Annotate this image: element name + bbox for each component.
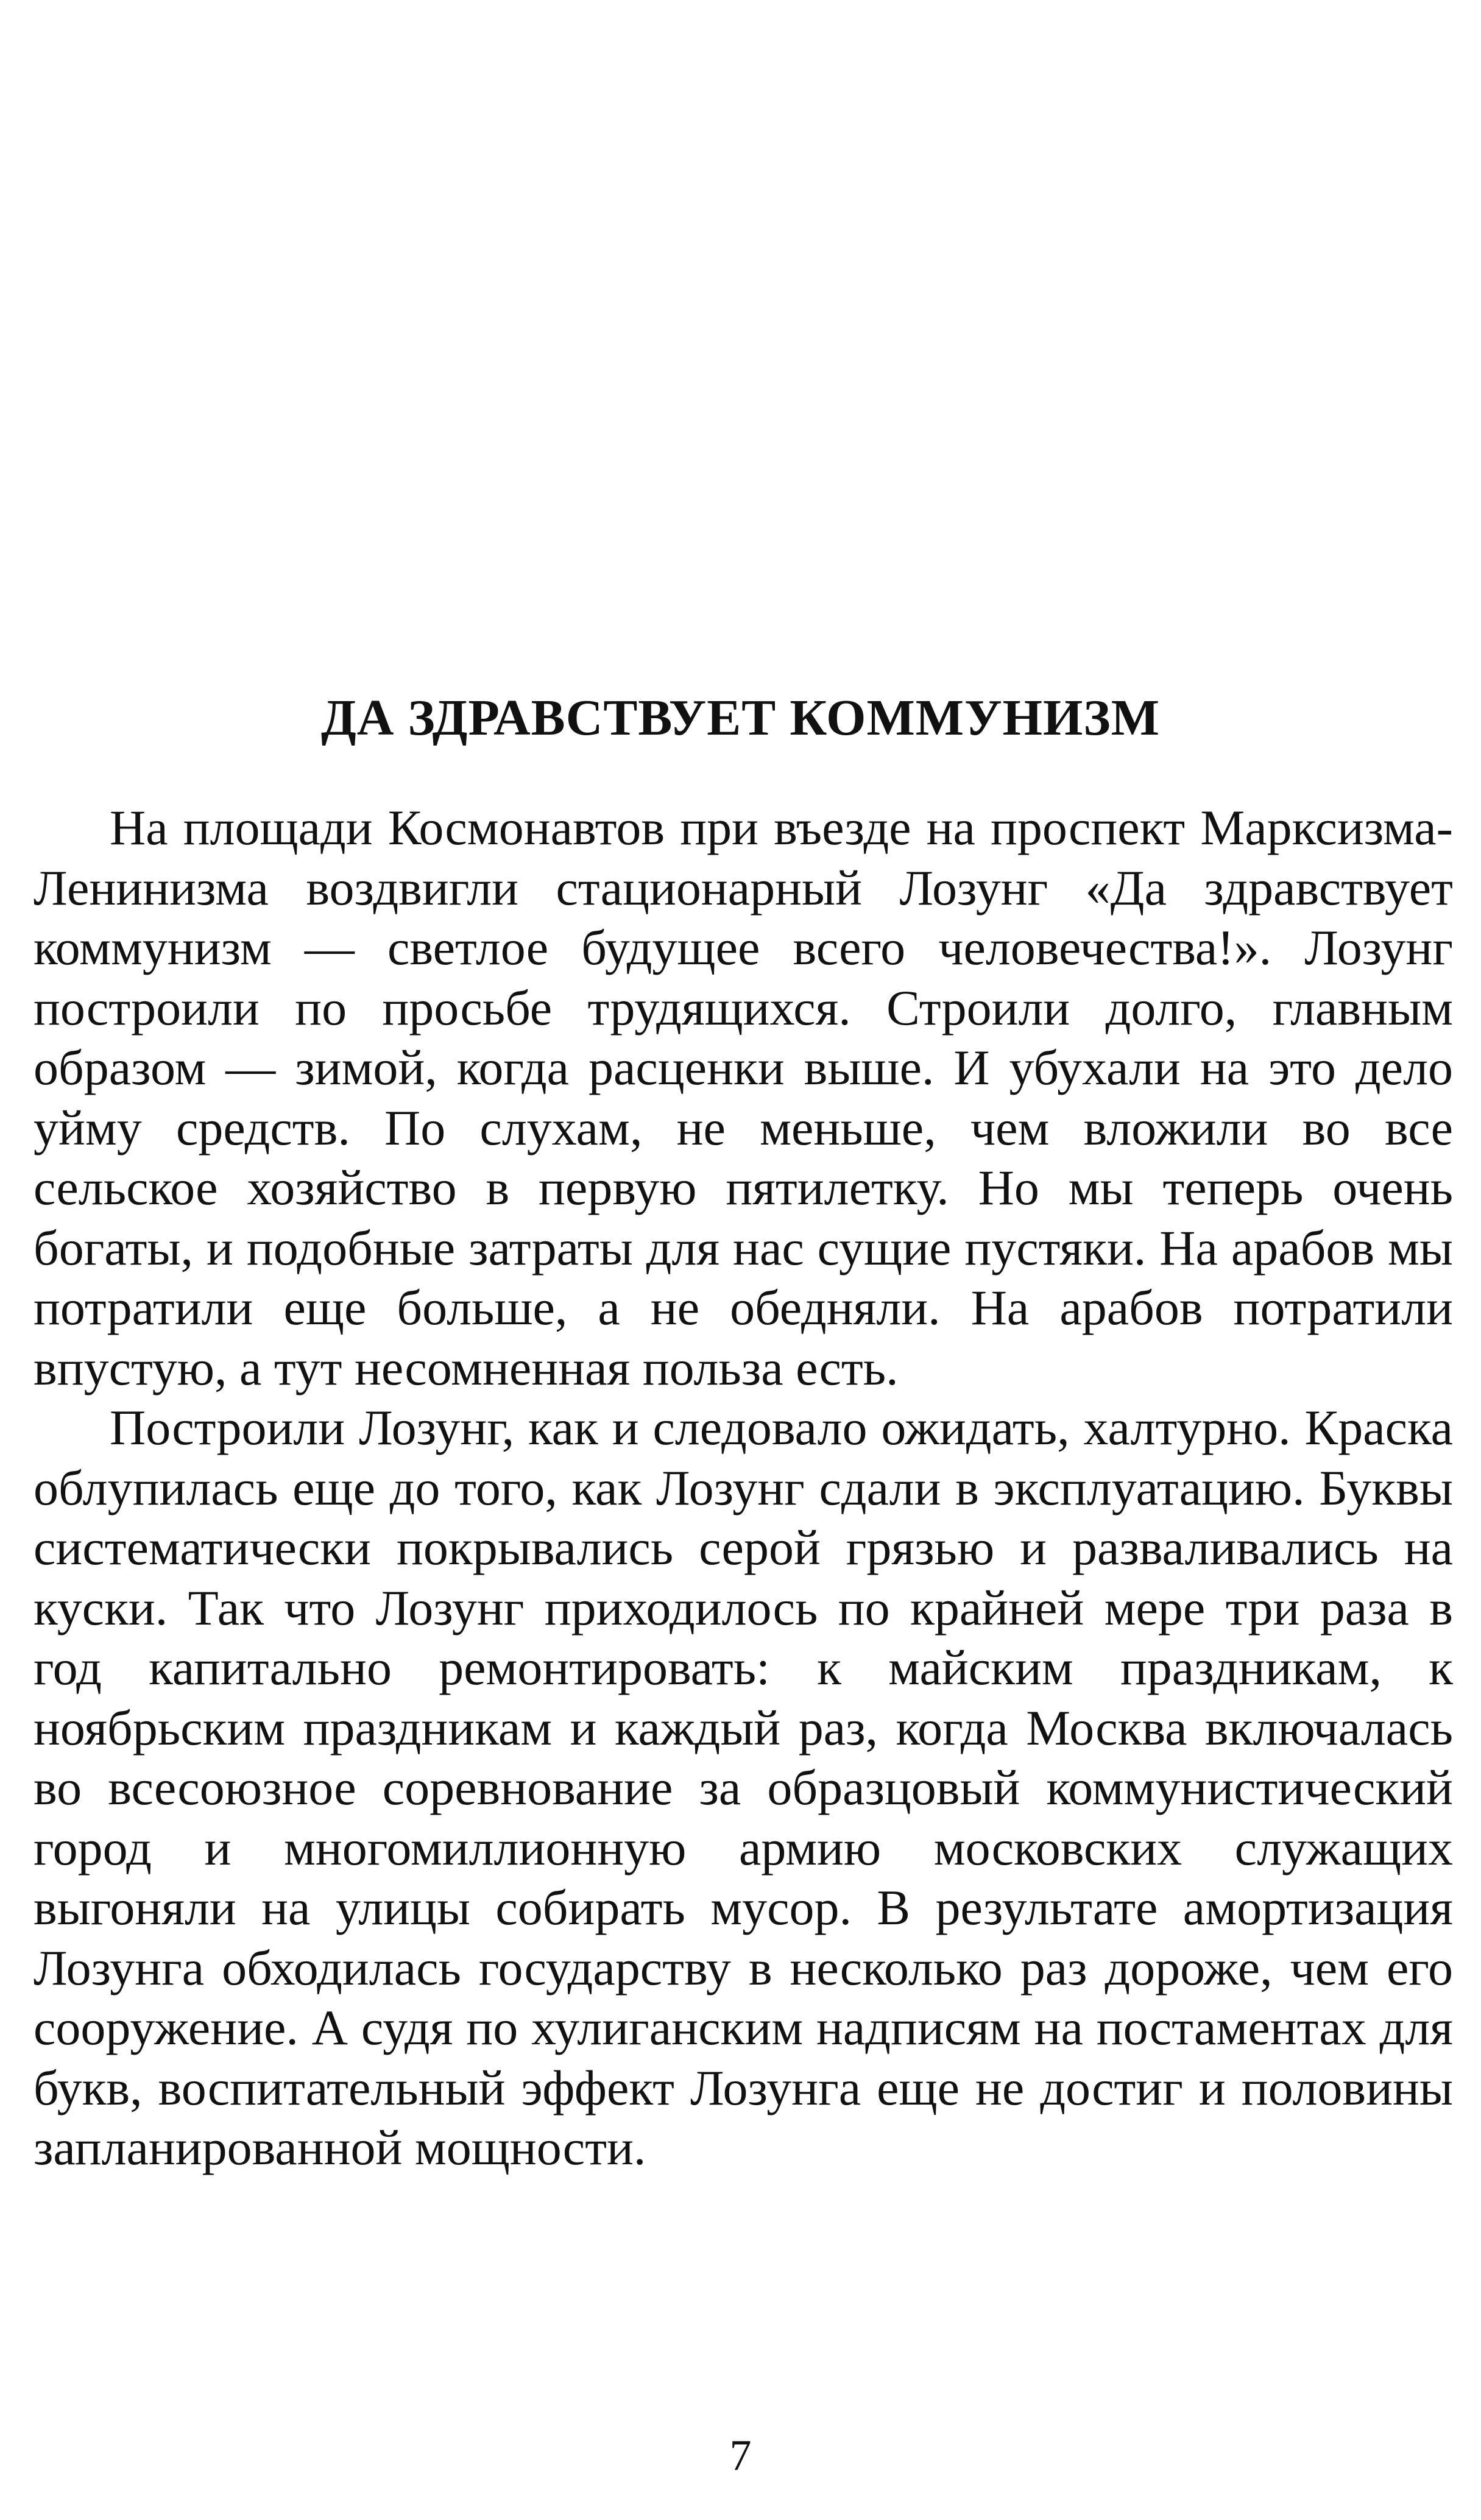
paragraph: На площади Космонавтов при въезде на проспект Марксизма-Ленинизма воздвигли стационарный Лозунг «Да здравствует коммунизм — светлое будущее всего человечества!». Лозунг построили по просьбе трудящихся. Строили долго, главным образом — зимой, когда расценки выше. И убухали на это дело уйму средств. По слухам, не меньше, чем вложили во все сельское хозяйство в первую пятилетку. Но мы теперь очень богаты, и подобные затраты для нас сущие пустяки. На арабов мы потратили еще больше, а не обедняли. На арабов потратили впустую, а тут несомненная польза есть. (34, 800, 1453, 1396)
page-number: 7 (729, 2431, 752, 2480)
chapter-title: ДА ЗДРАВСТВУЕТ КОММУНИЗМ (321, 690, 1160, 746)
paragraph: Построили Лозунг, как и следовало ожидать, халтурно. Краска облупилась еще до того, как Лозунг сдали в эксплуатацию. Буквы систематически покрывались серой грязью и разваливались на куски. Так что Лозунг приходилось по крайней мере три раза в год капитально ремонтировать: к майским праздникам, к ноябрьским праздникам и каждый раз, когда Москва включалась во всесоюзное соревнование за образцовый коммунистический город и многомиллионную армию московских служащих выгоняли на улицы собирать мусор. В результате амортизация Лозунга обходилась государству в несколько раз дороже, чем его сооружение. А судя по хулиганским надписям на постаментах для букв, воспитательный эффект Лозунга еще не достиг и половины запланированной мощности. (34, 1400, 1453, 2175)
chapter-body (34, 798, 1453, 2178)
